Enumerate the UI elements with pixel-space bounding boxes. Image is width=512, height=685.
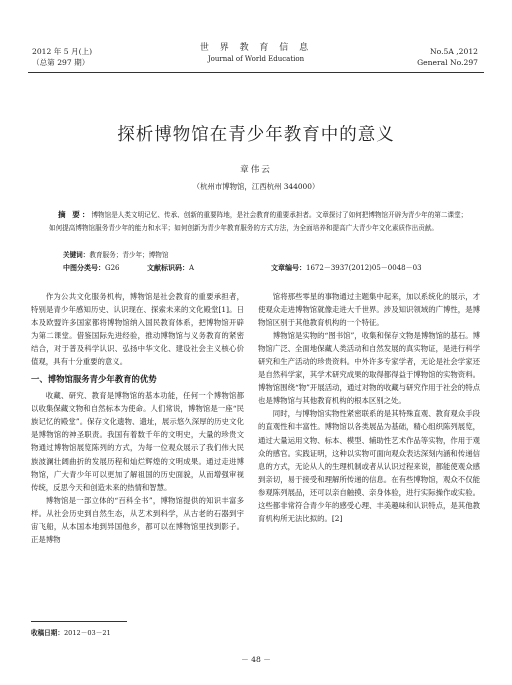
document-code: 文献标识码：A [147, 264, 195, 272]
header-rule [28, 72, 484, 73]
received-value: 2012－03－21 [63, 629, 111, 637]
keywords-text: 教育服务；青少年；博物馆 [89, 251, 169, 259]
issue-no: No.5A ,2012 [430, 47, 478, 56]
article-number: 文章编号：1672－3937(2012)05－0048－03 [271, 264, 422, 272]
clc-code: 中图分类号：G26 [63, 264, 120, 272]
article-title: 探析博物馆在青少年教育中的意义 [117, 125, 395, 145]
paragraph: 收藏、研究、教育是博物馆的基本功能，任何一个博物馆都以收集保藏文物和自然标本为使命。人们常说，博物馆是一座“民族记忆的殿堂”。保存文化遗物、遗址，展示悠久深厚的历史文化是博物馆的神圣职责。我国有着数千年的文明史，大量的珍贵文物通过博物馆展览陈列的方式，为每一位观众展示了我们伟大民族波澜壮阔曲折的发展历程和灿烂辉煌的文明成果。通过走进博物馆，广大青少年可以更加了解祖国的历史面貌，从而增强审视传统，反思今天和创造未来的热情和智慧。 [31, 391, 244, 492]
issue-number-info [417, 46, 478, 68]
paragraph: 博物馆是一部立体的“百科全书”，博物馆提供的知识丰富多样。从社会历史到自然生态，从艺术到科学，从古老的石器到宇宙飞船，从本国本地到异国他乡，都可以在博物馆里找到影子。正是博物 [31, 495, 244, 544]
paragraph: 同时，与博物馆实物性紧密联系的是其特殊直观、教育观众手段的直观性和丰富性。博物馆以各类展品为基础，精心组织陈列展览，通过大量运用文物、标本、模型、辅助性艺术作品等实物，作用于观众的感官。实践证明，这种以实物可面向观众表达深刻内涵和传递信息的方式，无论从人的生理机制或者从认识过程来说，都能使观众感到亲切，易于接受和理解所传递的信息。在有些博物馆，观众不仅能参观陈列展品，还可以亲自触摸、亲身体验，进行实际操作或实验。这些都非常符合青少年的感受心理、丰美趣味和认识特点，是其他教育机构所无法比拟的。[2] [258, 409, 480, 523]
keywords-label: 关键词： [63, 251, 90, 259]
abstract-label: 摘 要： [58, 210, 92, 219]
abstract-text: 博物馆是人类文明记忆、传承、创新的重要阵地，是社会教育的重要承担者。文章探讨了如何把博物馆开辟为青少年的第二课堂；如何提高博物馆服务青少年的能力和水平；如何创新为青少年教育服务的方式方法，为全面培养和提高广大青少年文化素质作出贡献。 [49, 211, 468, 232]
paragraph: 作为公共文化服务机构，博物馆是社会教育的重要承担者，特别是青少年感知历史、认识现在、探索未来的文化殿堂[1]。日本及欧盟许多国家都将博物馆纳入国民教育体系，把博物馆开辟为第二课堂。借鉴国际先进经验，推动博物馆与义务教育的紧密结合，对于普及科学认识、弘扬中华文化、建设社会主义核心价值观，具有十分重要的意义。 [31, 292, 244, 367]
issue-date: 2012 年 5 月(上) [32, 47, 93, 56]
body-column-left [31, 290, 244, 546]
received-label: 收稿日期： [31, 629, 64, 637]
journal-name-en: Journal of World Education [207, 55, 305, 63]
author: 章伟云 [240, 165, 272, 175]
paragraph: 博物馆是实物的“图书馆”，收集和保存文物是博物馆的基石。博物馆广泛、全面地保藏人类活动和自然发展的真实物证，是进行科学研究和生产活动的珍贵资料。中外许多专家学者，无论是社会学家还是自然科学家，其学术研究成果的取得都得益于博物馆的实物资料。博物馆围绕“物”开展活动，通过对物的收藏与研究作用于社会的特点也是博物馆与其他教育机构的根本区别之处。 [258, 331, 480, 406]
body-column-right [258, 290, 480, 525]
paragraph: 馆将那些零星的事物通过主题集中起来，加以系统化的展示，才使观众走进博物馆就像走进大千世界。涉及知识领域的广博性，是博物馆区别于其他教育机构的一个特征。 [258, 292, 480, 328]
issue-total: （总第 297 期） [32, 58, 90, 67]
keywords [63, 250, 463, 261]
footnote-rule [31, 621, 127, 622]
abstract [49, 209, 469, 234]
received-date [31, 627, 111, 637]
journal-name-cn: 世 界 教 育 信 息 [199, 43, 313, 53]
section-heading: 一、博物馆服务青少年教育的优势 [31, 374, 157, 385]
page-number: － 48 － [241, 655, 271, 664]
affiliation: （杭州市博物馆，江西杭州 344000） [192, 182, 320, 191]
general-no: General No.297 [417, 58, 478, 67]
